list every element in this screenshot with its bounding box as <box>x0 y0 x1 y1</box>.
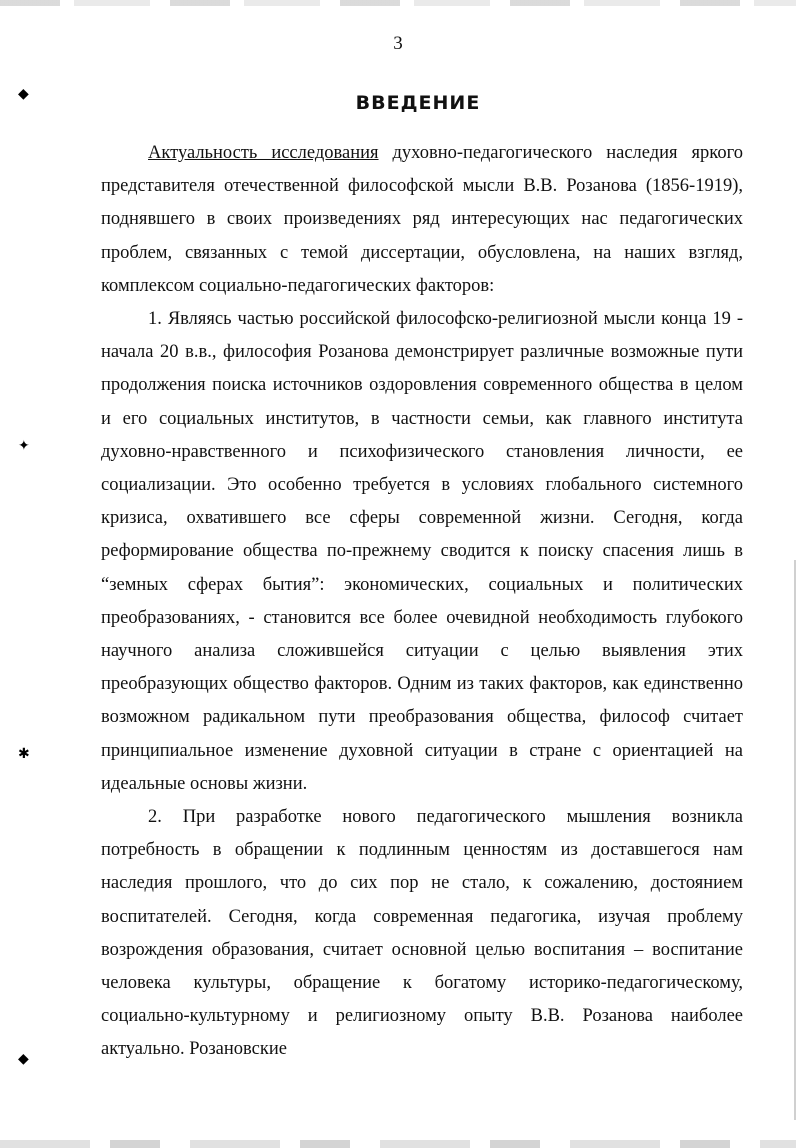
margin-mark-icon: ◆ <box>18 87 29 102</box>
margin-mark-icon: ✦ <box>18 439 30 454</box>
paragraph-point-2: 2. При разработке нового педагогического мышления возникла потребность в обращении к подлинным ценностям из доставшегося нам наследия прошлого, что до сих пор не стало, к сожалению, достоянием воспитателей. Сегодня, когда современная педагогика, изучая проблему возрождения образования, считает основной целью воспитания – воспитание человека культуры, обращение к богатому историко-педагогическому, социально-культурному и религиозному опыту В.В. Розанова наиболее актуально. Розановские <box>101 807 743 1060</box>
paragraph-relevance <box>101 137 743 303</box>
scan-edge-top <box>0 0 796 6</box>
margin-mark-icon: ✱ <box>18 747 30 762</box>
page-title: ВВЕДЕНИЕ <box>355 92 481 114</box>
relevance-heading: Актуальность исследования <box>148 143 379 163</box>
paragraph-point-1: 1. Являясь частью российской философско-религиозной мысли конца 19 - начала 20 в.в., философия Розанова демонстрирует различные возможные пути продолжения поиска источников оздоровления современного общества в целом и его социальных институтов, в частности семьи, как главного института духовно-нравственного и психофизического становления личности, ее социализации. Это особенно требуется в условиях глобального системного кризиса, охватившего все сферы современной жизни. Сегодня, когда реформирование общества по-прежнему сводится к поиску спасения лишь в “земных сферах бытия”: экономических, социальных и политических преобразованиях, - становится все более очевидной необходимость глубокого научного анализа сложившейся ситуации с целью выявления этих преобразующих общество факторов. Одним из таких факторов, как единственно возможном радикальном пути преобразования общества, философ считает принципиальное изменение духовной ситуации в стране с ориентацией на идеальные основы жизни. <box>101 309 743 794</box>
relevance-text: духовно-педагогического наследия яркого представителя отечественной философской мысли В.В. Розанова (1856-1919), поднявшего в своих произведениях ряд интересующих нас педагогических проблем, связанных с темой диссертации, обусловлена, на наших взгляд, комплексом социально-педагогических факторов: <box>101 143 743 296</box>
page-number: 3 <box>393 33 403 54</box>
scan-edge-bottom <box>0 1140 796 1148</box>
margin-mark-icon: ◆ <box>18 1052 29 1067</box>
body-text <box>101 137 743 1067</box>
